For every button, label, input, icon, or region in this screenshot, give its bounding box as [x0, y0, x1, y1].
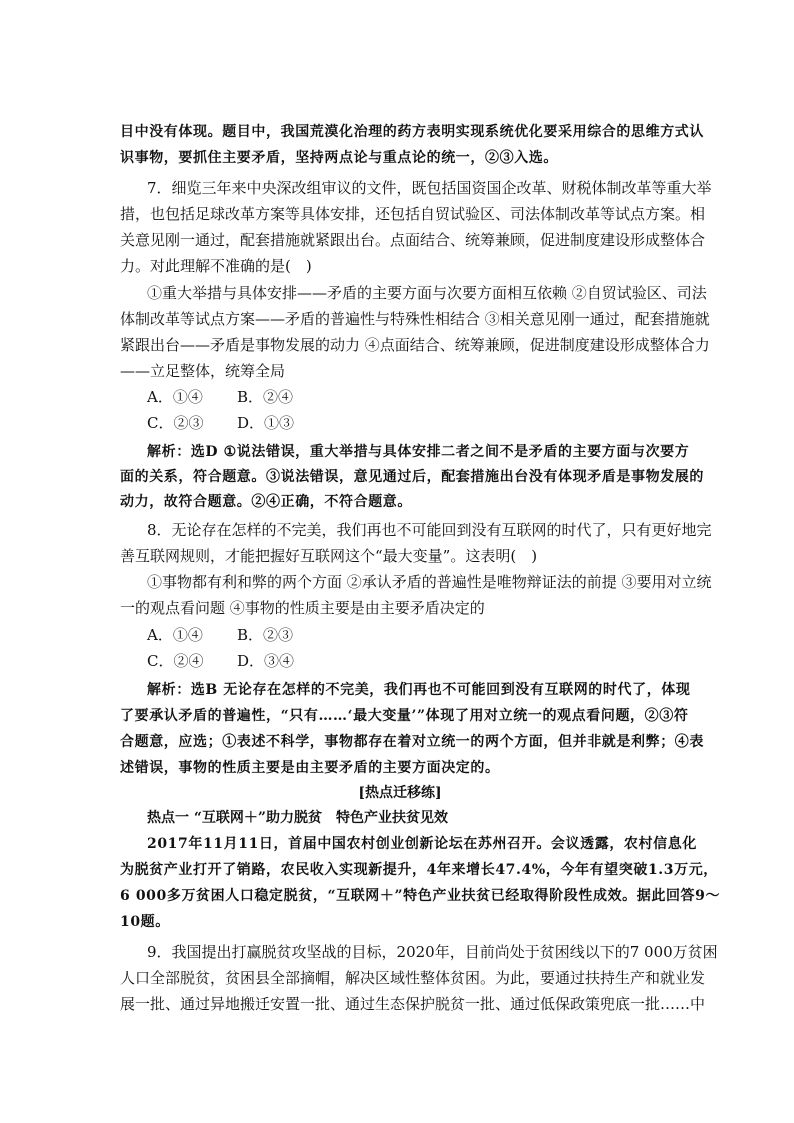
- hotspot-heading: 热点一 “互联网＋”助力脱贫 特色产业扶贫见效: [147, 810, 448, 826]
- question-7-stem: 7．细览三年来中央深改组审议的文件，既包括国资国企改革、财税体制改革等重大举: [147, 179, 712, 197]
- explanation-line: 目中没有体现。题目中，我国荒漠化治理的药方表明实现系统优化要采用综合的思维方式认: [120, 124, 704, 140]
- question-7-stem: 力。对此理解不准确的是( ): [120, 257, 312, 275]
- question-7-stem: 关意见刚一通过，配套措施就紧跟出台。点面结合、统筹兼顾，促进制度建设形成整体合: [120, 231, 706, 249]
- question-8-explanation: 述错误，事物的性质主要是由主要矛盾的主要方面决定的。: [120, 760, 500, 776]
- question-7-statements: ①重大举措与具体安排——矛盾的主要方面与次要方面相互依赖 ②自贸试验区、司法: [147, 284, 707, 302]
- material-paragraph: 为脱贫产业打开了销路，农民收入实现新提升，4年来增长47.4%，今年有望突破1.3万元，: [120, 862, 718, 878]
- question-7-explanation: 动力，故符合题意。②④正确，不符合题意。: [120, 494, 412, 510]
- section-heading: [热点迁移练]: [358, 785, 442, 801]
- explanation-line: 识事物，要抓住主要矛盾，坚持两点论与重点论的统一，②③入选。: [120, 150, 558, 166]
- option-b: B．②④: [237, 388, 294, 406]
- question-7-statements: 体制改革等试点方案——矛盾的普遍性与特殊性相结合 ③相关意见刚一通过，配套措施就: [120, 310, 710, 328]
- question-7-explanation: 解析：选D ①说法错误，重大举措与具体安排二者之间不是矛盾的主要方面与次要方: [147, 444, 690, 460]
- question-8-statements: ①事物都有利和弊的两个方面 ②承认矛盾的普遍性是唯物辩证法的前提 ③要用对立统: [147, 573, 712, 591]
- material-paragraph: 2017年11月11日，首届中国农村创业创新论坛在苏州召开。会议透露，农村信息化: [147, 836, 697, 852]
- option-c: C．②③: [147, 414, 204, 432]
- question-8-statements: 一的观点看问题 ④事物的性质主要是由主要矛盾决定的: [120, 599, 485, 617]
- option-c: C．②④: [147, 652, 204, 670]
- question-7-options-row-2: [147, 410, 707, 436]
- question-8-stem: 8．无论存在怎样的不完美，我们再也不可能回到没有互联网的时代了，只有更好地完: [147, 521, 712, 539]
- option-d: D．①③: [237, 414, 295, 432]
- question-8-explanation: 合题意，应选；①表述不科学，事物都存在着对立统一的两个方面，但并非就是利弊；④表: [120, 734, 704, 750]
- question-7-explanation: 面的关系，符合题意。③说法错误，意见通过后，配套措施出台没有体现矛盾是事物发展的: [120, 469, 704, 485]
- option-a: A．①④: [147, 388, 203, 406]
- option-b: B．②③: [237, 626, 294, 644]
- question-7-options-row-1: [147, 384, 707, 410]
- question-8-options-row-1: [147, 622, 707, 648]
- question-8-explanation: 解析：选B 无论存在怎样的不完美，我们再也不可能回到没有互联网的时代了，体现: [147, 682, 691, 698]
- question-7-statements: 紧跟出台——矛盾是事物发展的动力 ④点面结合、统筹兼顾，促进制度建设形成整体合力: [120, 336, 710, 354]
- question-9-stem: 展一批、通过异地搬迁安置一批、通过生态保护脱贫一批、通过低保政策兜底一批……中: [120, 995, 706, 1013]
- material-paragraph: 6 000多万贫困人口稳定脱贫，“互联网＋”特色产业扶贫已经取得阶段性成效。据此回答9～: [120, 888, 721, 904]
- question-9-stem: 9．我国提出打赢脱贫攻坚战的目标，2020年，目前尚处于贫困线以下的7 000万贫困: [147, 943, 718, 961]
- question-8-options-row-2: [147, 648, 707, 674]
- material-paragraph: 10题。: [120, 914, 170, 930]
- option-a: A．①④: [147, 626, 203, 644]
- question-7-stem: 措，也包括足球改革方案等具体安排，还包括自贸试验区、司法体制改革等试点方案。相: [120, 205, 706, 223]
- question-8-explanation: 了要承认矛盾的普遍性，“只有……‘最大变量’”体现了用对立统一的观点看问题，②③符: [120, 708, 689, 724]
- question-9-stem: 人口全部脱贫，贫困县全部摘帽，解决区域性整体贫困。为此，要通过扶持生产和就业发: [120, 969, 706, 987]
- question-8-stem: 善互联网规则，才能把握好互联网这个“最大变量”。这表明( ): [120, 547, 538, 565]
- option-d: D．③④: [237, 652, 295, 670]
- question-7-statements: ——立足整体，统筹全局: [120, 362, 286, 380]
